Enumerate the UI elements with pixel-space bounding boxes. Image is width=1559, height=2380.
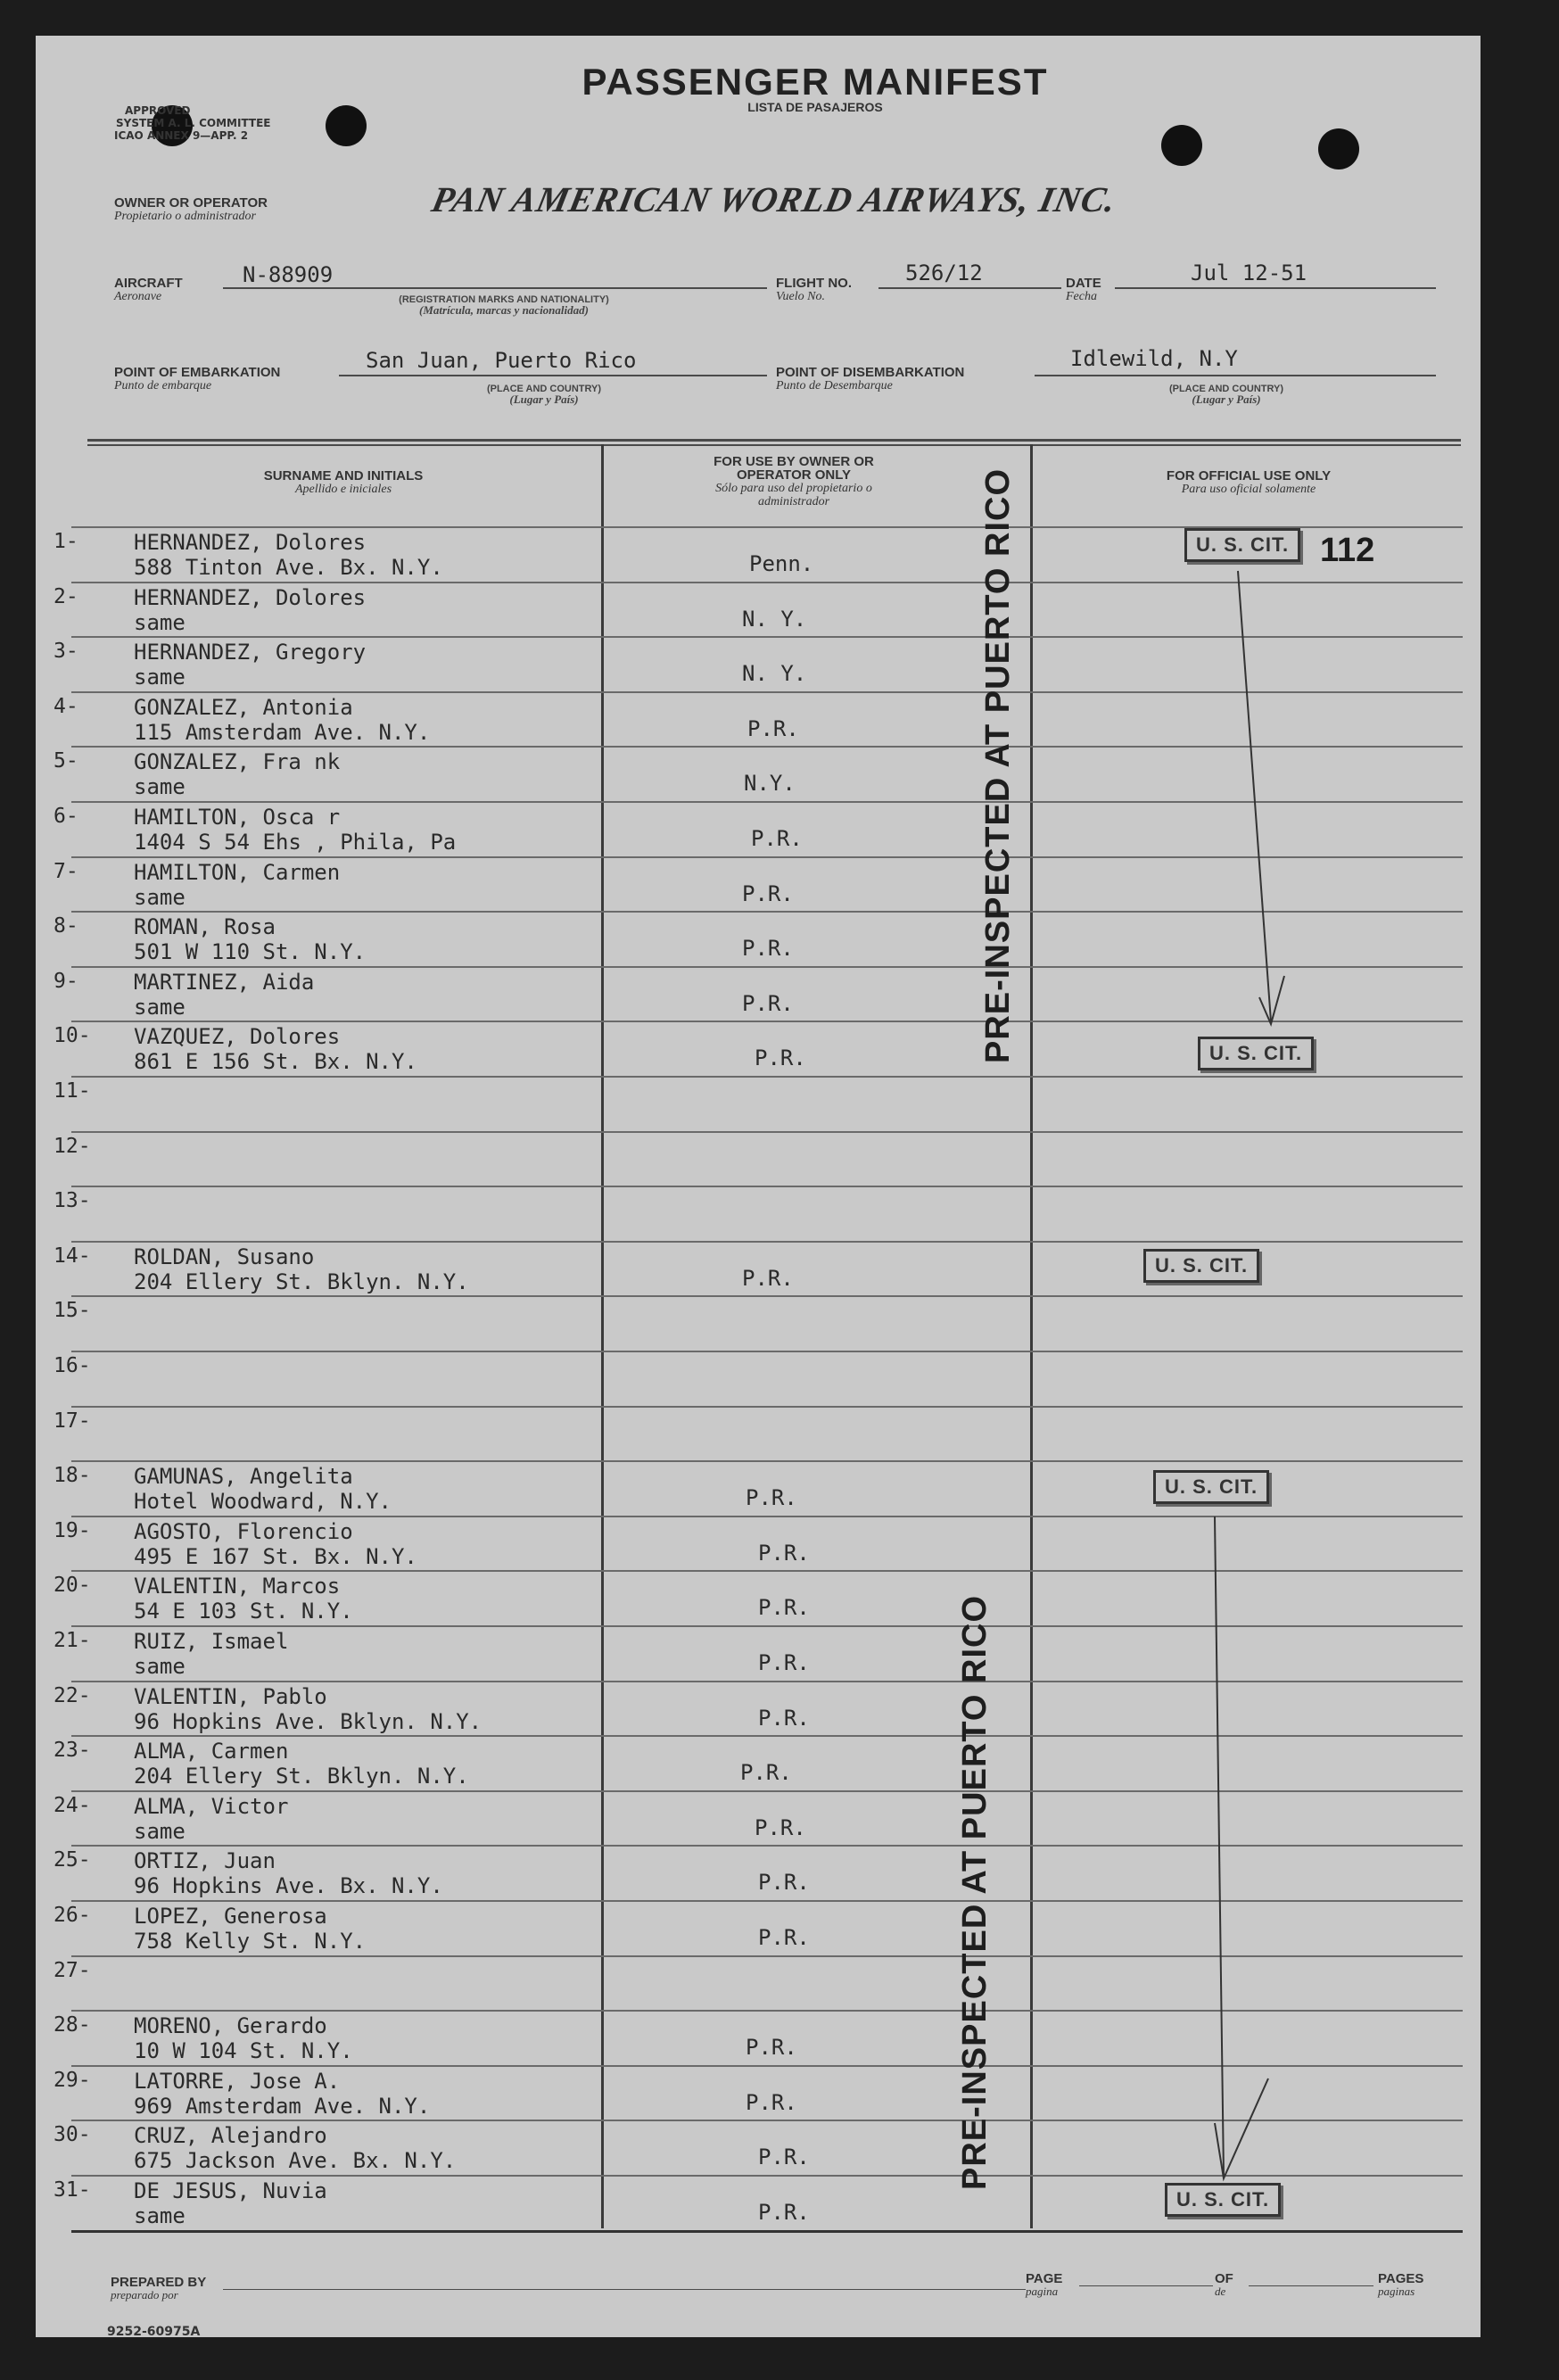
passenger-name: GAMUNAS, Angelita (134, 1464, 353, 1490)
owner-use-entry: P.R. (742, 990, 794, 1016)
passenger-address: 861 E 156 St. Bx. N.Y. (134, 1049, 417, 1075)
owner-use-entry: P.R. (746, 1485, 797, 1511)
owner-use-entry: P.R. (742, 1265, 794, 1291)
passenger-name: HAMILTON, Carmen (134, 859, 341, 885)
col-official-header: FOR OFFICIAL USE ONLY Para uso oficial solamente (1166, 468, 1332, 496)
embarkation-value: San Juan, Puerto Rico (366, 348, 637, 373)
row-number: 10- (54, 1024, 91, 1048)
passenger-name: GONZALEZ, Fra nk (134, 749, 341, 775)
passenger-address: 204 Ellery St. Bklyn. N.Y. (134, 1269, 469, 1294)
field-rule (1079, 2285, 1213, 2286)
pre-inspected-stamp: PRE-INSPECTED AT PUERTO RICO (979, 467, 1017, 1063)
passenger-address: 10 W 104 St. N.Y. (134, 2038, 353, 2064)
passenger-address: 588 Tinton Ave. Bx. N.Y. (134, 555, 443, 580)
owner-use-entry: P.R. (755, 1045, 806, 1071)
date-value: Jul 12-51 (1191, 260, 1307, 285)
passenger-name: ROLDAN, Susano (134, 1244, 315, 1269)
row-number: 1- (54, 530, 78, 553)
owner-use-entry: P.R. (742, 880, 794, 906)
page-title: PASSENGER MANIFEST (582, 61, 1049, 103)
owner-use-entry: P.R. (758, 2200, 810, 2225)
passenger-name: HERNANDEZ, Dolores (134, 530, 367, 555)
row-number: 20- (54, 1574, 91, 1598)
passenger-address: 758 Kelly St. N.Y. (134, 1929, 367, 1954)
owner-use-entry: P.R. (758, 1925, 810, 1950)
owner-use-entry: P.R. (751, 826, 803, 851)
row-number: 28- (54, 2013, 91, 2037)
owner-use-entry: N. Y. (742, 606, 807, 632)
row-number: 30- (54, 2123, 91, 2147)
passenger-address: 969 Amsterdam Ave. N.Y. (134, 2093, 431, 2119)
passenger-address: 675 Jackson Ave. Bx. N.Y. (134, 2148, 457, 2174)
passenger-address: 54 E 103 St. N.Y. (134, 1599, 353, 1624)
row-number: 29- (54, 2068, 91, 2092)
passenger-address: same (134, 665, 186, 690)
row-number: 14- (54, 1244, 91, 1268)
prepared-by-label: PREPARED BY preparado por (111, 2275, 207, 2301)
passenger-address: 96 Hopkins Ave. Bx. N.Y. (134, 1873, 443, 1899)
col-surname-header: SURNAME AND INITIALS Apellido e iniciales (263, 468, 424, 496)
row-number: 6- (54, 805, 78, 828)
aircraft-value: N-88909 (243, 262, 334, 287)
us-citizen-stamp: U. S. CIT. (1143, 1249, 1259, 1283)
official-count: 112 (1320, 532, 1375, 569)
passenger-name: MARTINEZ, Aida (134, 969, 315, 995)
registration-caption: (REGISTRATION MARKS AND NATIONALITY) (Matrícula, marcas y nacionalidad) (399, 294, 609, 317)
row-number: 3- (54, 640, 78, 664)
row-number: 11- (54, 1079, 91, 1103)
field-rule (223, 2289, 1026, 2290)
owner-use-entry: P.R. (746, 2089, 797, 2115)
passenger-address: same (134, 884, 186, 910)
passenger-name: CRUZ, Alejandro (134, 2123, 327, 2149)
passenger-name: GONZALEZ, Antonia (134, 694, 353, 720)
passenger-address: 501 W 110 St. N.Y. (134, 939, 367, 965)
passenger-name: VALENTIN, Marcos (134, 1574, 341, 1599)
owner-label: OWNER OR OPERATOR Propietario o administrador (114, 195, 268, 223)
passenger-name: HAMILTON, Osca r (134, 805, 341, 830)
passenger-name: MORENO, Gerardo (134, 2013, 327, 2039)
owner-use-entry: P.R. (755, 1814, 806, 1840)
disembarkation-value: Idlewild, N.Y (1070, 346, 1238, 371)
field-rule (1249, 2285, 1373, 2286)
row-number: 12- (54, 1134, 91, 1158)
passenger-name: VALENTIN, Pablo (134, 1683, 327, 1709)
row-number: 5- (54, 749, 78, 773)
pre-inspected-stamp: PRE-INSPECTED AT PUERTO RICO (956, 1594, 994, 2190)
passenger-address: 1404 S 54 Ehs , Phila, Pa (134, 830, 457, 855)
row-number: 21- (54, 1629, 91, 1652)
row-number: 9- (54, 969, 78, 993)
aircraft-label: AIRCRAFT Aeronave (114, 276, 183, 303)
passenger-address: same (134, 2203, 186, 2228)
row-number: 19- (54, 1518, 91, 1542)
passenger-address: 115 Amsterdam Ave. N.Y. (134, 719, 431, 745)
flight-label: FLIGHT NO. Vuelo No. (776, 276, 852, 303)
row-number: 4- (54, 694, 78, 718)
passenger-address: same (134, 1818, 186, 1844)
passenger-name: RUIZ, Ismael (134, 1629, 289, 1654)
owner-use-entry: P.R. (758, 1705, 810, 1731)
owner-use-entry: P.R. (746, 2035, 797, 2061)
form-code-line: APPROVED (125, 104, 191, 117)
place-caption: (PLACE AND COUNTRY) (Lugar y País) (486, 384, 602, 406)
owner-use-entry: P.R. (758, 2144, 810, 2170)
col-owner-header: FOR USE BY OWNER OR OPERATOR ONLY Sólo para uso del propietario o administrador (714, 454, 874, 508)
owner-use-entry: N.Y. (744, 771, 796, 797)
passenger-name: ALMA, Victor (134, 1793, 289, 1819)
row-number: 26- (54, 1904, 91, 1927)
passenger-address: same (134, 994, 186, 1020)
passenger-address: 495 E 167 St. Bx. N.Y. (134, 1543, 417, 1569)
passenger-address: same (134, 774, 186, 800)
row-number: 2- (54, 584, 78, 608)
owner-use-entry: P.R. (747, 715, 799, 741)
passenger-address: 96 Hopkins Ave. Bklyn. N.Y. (134, 1708, 483, 1734)
row-number: 22- (54, 1683, 91, 1707)
row-number: 16- (54, 1354, 91, 1377)
disembarkation-label: POINT OF DISEMBARKATION Punto de Desembarque (776, 365, 965, 393)
us-citizen-stamp: U. S. CIT. (1165, 2183, 1281, 2217)
owner-use-entry: P.R. (740, 1760, 792, 1786)
row-number: 7- (54, 859, 78, 883)
owner-use-entry: P.R. (758, 1870, 810, 1896)
operator-name: PAN AMERICAN WORLD AIRWAYS, INC. (428, 179, 1121, 219)
passenger-name: ORTIZ, Juan (134, 1848, 276, 1874)
row-number: 17- (54, 1409, 91, 1433)
flight-value: 526/12 (905, 260, 983, 285)
form-code-line: SYSTEM A. L. COMMITTEE (116, 117, 271, 129)
row-number: 15- (54, 1299, 91, 1323)
us-citizen-stamp: U. S. CIT. (1184, 528, 1300, 562)
embarkation-label: POINT OF EMBARKATION Punto de embarque (114, 365, 281, 393)
row-number: 27- (54, 1958, 91, 1982)
owner-use-entry: P.R. (742, 936, 794, 962)
form-code-line: ICAO ANNEX 9—APP. 2 (114, 129, 249, 142)
passenger-name: LATORRE, Jose A. (134, 2068, 341, 2094)
form-number: 9252-60975A (107, 2325, 201, 2339)
row-number: 23- (54, 1739, 91, 1763)
row-number: 24- (54, 1793, 91, 1817)
passenger-name: DE JESUS, Nuvia (134, 2178, 327, 2203)
passenger-name: ALMA, Carmen (134, 1739, 289, 1764)
passenger-address: Hotel Woodward, N.Y. (134, 1489, 392, 1515)
date-label: DATE Fecha (1066, 276, 1101, 303)
page-subtitle: LISTA DE PASAJEROS (747, 100, 883, 114)
passenger-address: 204 Ellery St. Bklyn. N.Y. (134, 1764, 469, 1789)
passenger-address: same (134, 609, 186, 635)
us-citizen-stamp: U. S. CIT. (1198, 1037, 1314, 1070)
pages-label: PAGES paginas (1378, 2271, 1424, 2298)
owner-use-entry: P.R. (758, 1540, 810, 1566)
row-number: 8- (54, 914, 78, 938)
place-caption: (PLACE AND COUNTRY) (Lugar y País) (1168, 384, 1284, 406)
owner-use-entry: P.R. (758, 1650, 810, 1675)
passenger-name: VAZQUEZ, Dolores (134, 1024, 341, 1050)
us-citizen-stamp: U. S. CIT. (1153, 1470, 1269, 1504)
page-label: PAGE pagina (1026, 2271, 1063, 2298)
row-number: 25- (54, 1848, 91, 1872)
passenger-name: LOPEZ, Generosa (134, 1904, 327, 1929)
passenger-name: HERNANDEZ, Dolores (134, 584, 367, 610)
passenger-name: HERNANDEZ, Gregory (134, 640, 367, 665)
owner-use-entry: Penn. (749, 551, 814, 576)
passenger-name: ROMAN, Rosa (134, 914, 276, 940)
passenger-name: AGOSTO, Florencio (134, 1518, 353, 1544)
owner-use-entry: P.R. (758, 1595, 810, 1621)
row-number: 13- (54, 1189, 91, 1213)
row-number: 31- (54, 2178, 91, 2202)
of-label: OF de (1215, 2271, 1233, 2298)
row-number: 18- (54, 1464, 91, 1488)
owner-use-entry: N. Y. (742, 661, 807, 687)
passenger-address: same (134, 1654, 186, 1679)
